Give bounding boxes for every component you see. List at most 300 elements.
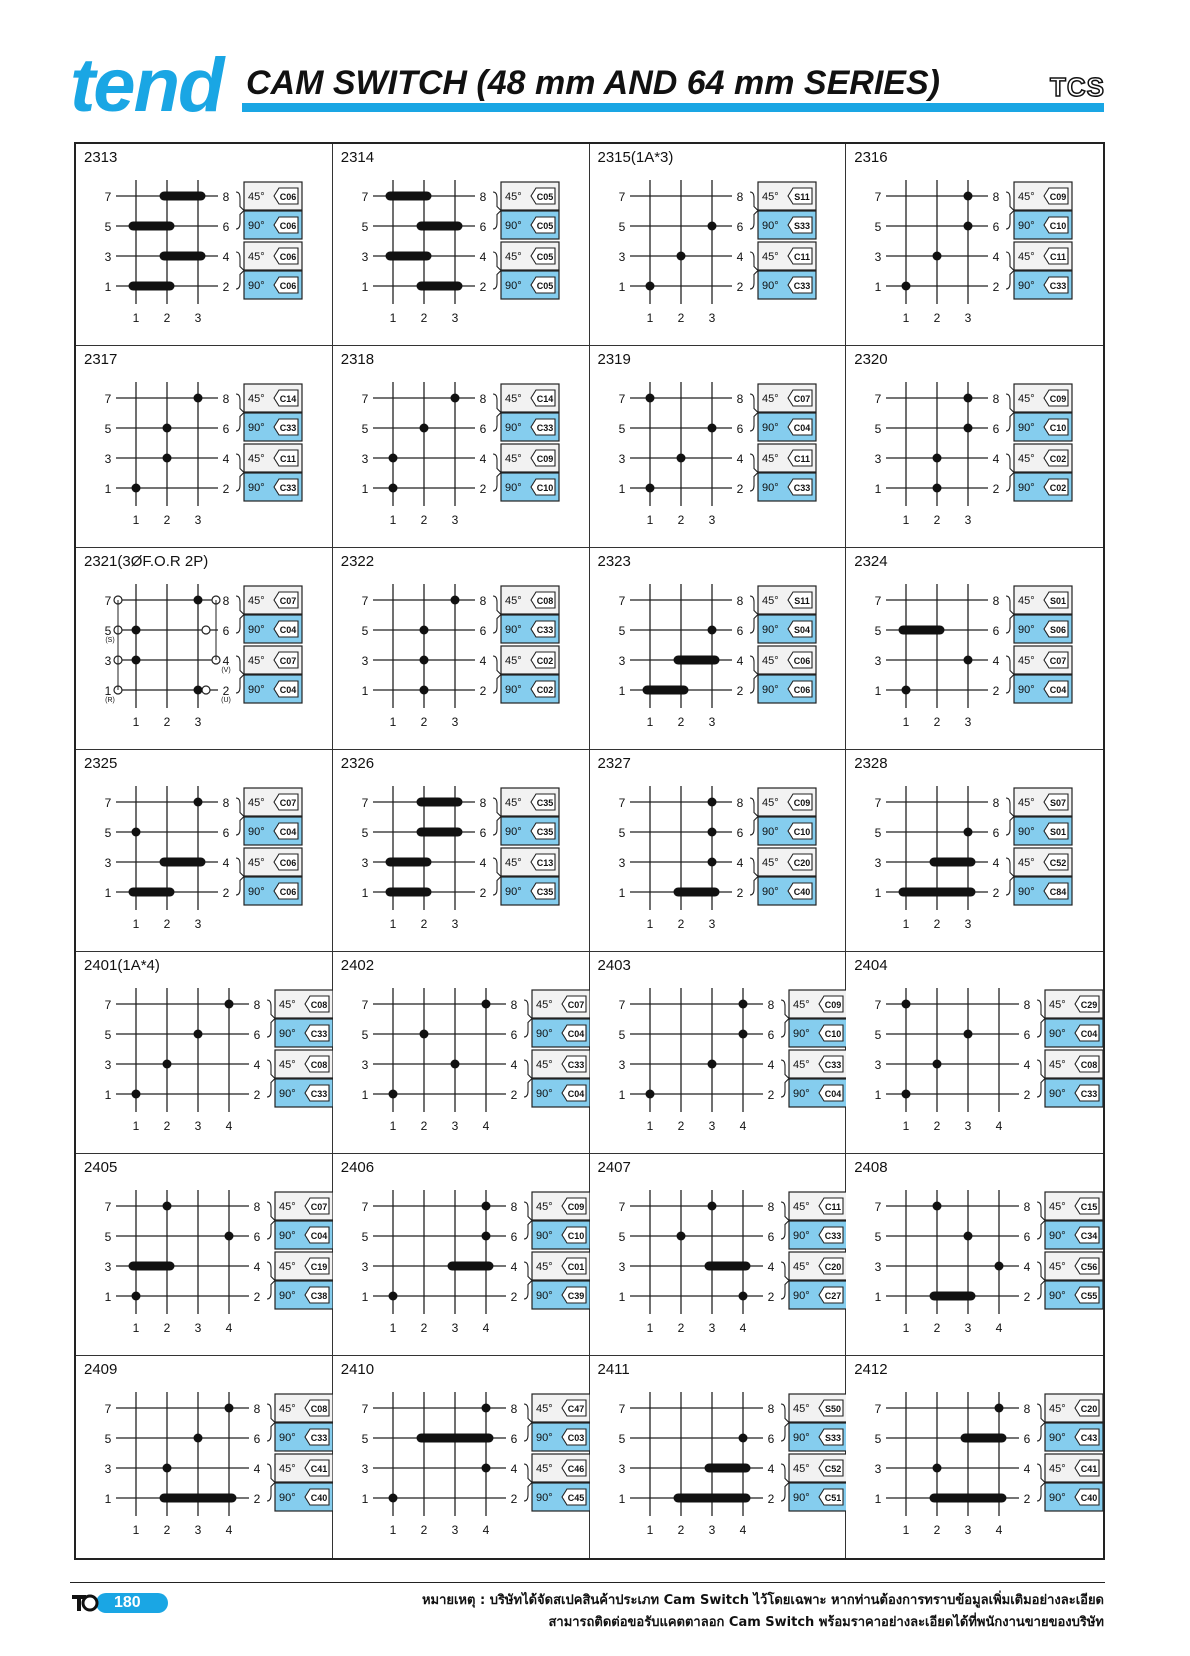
cam-code: C33	[310, 1089, 328, 1099]
position-angle: 90°	[1018, 624, 1035, 636]
position-angle: 45°	[535, 1463, 553, 1475]
position-45-upper	[1045, 1192, 1103, 1220]
position-45-upper	[758, 182, 816, 210]
cell-label: 2401(1A*4)	[84, 957, 160, 974]
cam-code: C11	[793, 454, 810, 464]
contact-dot	[933, 1202, 942, 1211]
cam-code: C33	[824, 1231, 841, 1241]
position-45-lower	[501, 848, 559, 876]
brace-icon	[781, 1464, 789, 1501]
position-45-upper	[1014, 182, 1072, 210]
terminal-label-left: 3	[618, 856, 625, 870]
cam-code: C04	[1080, 1029, 1098, 1039]
terminal-label-right: 2	[510, 1290, 518, 1304]
cam-code: C06	[793, 685, 810, 695]
terminal-label-right: 6	[222, 624, 230, 638]
position-angle: 45°	[792, 1059, 810, 1071]
position-angle: 45°	[504, 453, 522, 465]
column-number: 4	[482, 1119, 490, 1133]
terminal-label-left: 7	[104, 1402, 112, 1416]
terminal-label-left: 7	[361, 1402, 369, 1416]
position-angle: 45°	[248, 453, 265, 465]
position-angle: 90°	[279, 1088, 296, 1100]
cam-code: C38	[310, 1291, 328, 1301]
position-90-lower	[1014, 271, 1072, 299]
position-45-lower	[1014, 444, 1072, 472]
terminal-label-right: 2	[992, 482, 1000, 496]
brace-icon	[493, 656, 501, 693]
brace-icon	[493, 798, 501, 835]
position-90-upper	[532, 1423, 590, 1451]
position-angle: 45°	[248, 797, 265, 809]
contact-dot	[707, 798, 716, 807]
switch-diagram	[846, 548, 1103, 750]
column-number: 1	[389, 1523, 397, 1537]
terminal-label-left: 7	[361, 594, 369, 608]
position-angle: 90°	[248, 280, 265, 292]
brace-icon	[236, 252, 244, 289]
brace-icon	[493, 192, 501, 229]
column-number: 1	[902, 917, 910, 931]
position-45-lower	[244, 444, 302, 472]
position-angle: 90°	[1018, 220, 1035, 232]
position-angle: 45°	[535, 1059, 553, 1071]
position-angle: 45°	[504, 393, 522, 405]
position-45-lower	[1045, 1252, 1103, 1280]
position-90-upper	[1045, 1221, 1103, 1249]
cam-code: C33	[536, 423, 554, 433]
terminal-label-right: 2	[992, 280, 1000, 294]
terminal-label-left: 1	[874, 886, 882, 900]
terminal-label-left: 1	[104, 482, 112, 496]
position-angle: 90°	[1018, 826, 1035, 838]
position-45-upper	[758, 586, 816, 614]
column-number: 3	[451, 917, 459, 931]
position-90-lower	[532, 1281, 590, 1309]
terminal-label-left: 3	[361, 452, 369, 466]
position-angle: 90°	[792, 1088, 810, 1100]
position-45-upper	[758, 788, 816, 816]
column-number: 3	[708, 311, 715, 325]
terminal-label-left: 5	[874, 422, 882, 436]
position-angle: 45°	[248, 857, 265, 869]
position-angle: 90°	[248, 886, 265, 898]
terminal-label-left: 3	[104, 1260, 112, 1274]
terminal-label-left: 5	[618, 826, 625, 840]
terminal-label-left: 5	[874, 1230, 882, 1244]
column-number: 1	[132, 917, 140, 931]
position-45-lower	[758, 242, 816, 270]
column-number: 3	[964, 917, 972, 931]
column-number: 1	[132, 715, 140, 729]
position-45-upper	[789, 1192, 847, 1220]
position-90-upper	[501, 211, 559, 239]
position-45-lower	[758, 444, 816, 472]
position-angle: 45°	[248, 655, 265, 667]
brace-icon	[1006, 252, 1014, 289]
cell-label: 2411	[597, 1361, 630, 1378]
cam-code: C08	[536, 596, 554, 606]
terminal-label-right: 4	[479, 856, 487, 870]
terminal-label-left: 5	[104, 1432, 112, 1446]
cam-code: C11	[824, 1202, 841, 1212]
cam-code: C06	[793, 656, 810, 666]
brace-icon	[524, 1464, 532, 1501]
terminal-label-right: 4	[1023, 1058, 1031, 1072]
terminal-label-left: 1	[104, 1492, 112, 1506]
column-number: 4	[739, 1119, 746, 1133]
contact-dot	[995, 1404, 1004, 1413]
contact-dot	[707, 424, 716, 433]
cam-code: C35	[536, 887, 554, 897]
position-angle: 90°	[535, 1492, 553, 1504]
cam-code: C35	[536, 827, 554, 837]
position-angle: 45°	[761, 595, 779, 607]
cam-code: C05	[536, 281, 554, 291]
position-90-upper	[275, 1221, 333, 1249]
terminal-label-left: 3	[361, 1260, 369, 1274]
contact-dot	[481, 1202, 490, 1211]
position-90-upper	[501, 413, 559, 441]
contact-dot	[194, 686, 203, 695]
cell-label: 2320	[854, 351, 888, 368]
terminal-label-right: 6	[736, 422, 743, 436]
column-number: 4	[995, 1523, 1003, 1537]
terminal-label-left: 3	[104, 654, 112, 668]
terminal-label-left: 1	[618, 482, 625, 496]
cam-code: C41	[1080, 1464, 1098, 1474]
position-angle: 45°	[761, 191, 779, 203]
brace-icon	[750, 596, 758, 633]
position-angle: 90°	[761, 826, 779, 838]
footer-note-line-2: สามารถติดต่อขอรับแคตตาลอก Cam Switch พร้อมราคาอย่างละเอียดได้ที่พนักงานขายของบริษัท	[548, 1615, 1104, 1630]
terminal-label-right: 8	[479, 594, 487, 608]
cell-label: 2319	[597, 351, 631, 368]
column-number: 3	[451, 1119, 459, 1133]
switch-diagram	[590, 548, 847, 750]
terminal-label-left: 3	[361, 1058, 369, 1072]
contact-dot	[933, 1060, 942, 1069]
terminal-label-left: 7	[361, 190, 369, 204]
position-angle: 90°	[1018, 422, 1035, 434]
cam-code: C04	[567, 1089, 585, 1099]
position-angle: 45°	[792, 1201, 810, 1213]
switch-cell-2403	[590, 952, 847, 1154]
position-angle: 90°	[279, 1432, 296, 1444]
position-angle: 90°	[792, 1290, 810, 1302]
position-angle: 90°	[761, 624, 779, 636]
position-angle: 90°	[761, 422, 779, 434]
position-45-upper	[532, 990, 590, 1018]
position-angle: 45°	[535, 1261, 553, 1273]
contact-dot	[388, 454, 397, 463]
brace-icon	[1006, 192, 1014, 229]
terminal-label-right: 8	[222, 190, 230, 204]
terminal-label-right: 4	[479, 654, 487, 668]
terminal-label-left: 1	[104, 886, 112, 900]
cam-code: C35	[536, 798, 554, 808]
position-45-lower	[244, 848, 302, 876]
column-number: 3	[194, 917, 202, 931]
position-angle: 90°	[504, 624, 522, 636]
cam-code: C09	[567, 1202, 585, 1212]
terminal-label-right: 4	[992, 856, 1000, 870]
column-number: 1	[389, 715, 397, 729]
terminal-label-left: 5	[874, 1028, 882, 1042]
terminal-label-left: 1	[874, 1088, 882, 1102]
switch-diagram	[590, 1356, 847, 1558]
contact-dot	[738, 1292, 747, 1301]
position-angle: 90°	[248, 684, 265, 696]
column-number: 2	[163, 917, 171, 931]
contact-dot	[707, 626, 716, 635]
position-45-lower	[532, 1454, 590, 1482]
cell-label: 2317	[84, 351, 118, 368]
position-angle: 45°	[279, 1261, 296, 1273]
brace-icon	[267, 1000, 275, 1037]
position-angle: 45°	[792, 999, 810, 1011]
terminal-label-left: 5	[618, 624, 625, 638]
column-number: 1	[646, 1321, 653, 1335]
position-angle: 90°	[761, 482, 779, 494]
terminal-label-left: 1	[361, 280, 369, 294]
contact-dot	[194, 1434, 203, 1443]
brace-icon	[1037, 1464, 1045, 1501]
cam-code: C29	[1080, 1000, 1098, 1010]
brace-icon	[236, 596, 244, 633]
terminal-label-right: 8	[992, 594, 1000, 608]
switch-cell-2315	[590, 144, 847, 346]
footer-note-line-1: หมายเหตุ : บริษัทได้จัดสเปคสินค้าประเภท Cam Switch ไว้โดยเฉพาะ หากท่านต้องการทราบข้อมูลเพิ่มเติมอย่างละเอียด	[421, 1593, 1104, 1608]
switch-diagram	[846, 1356, 1103, 1558]
position-angle: 45°	[1018, 655, 1035, 667]
position-45-lower	[275, 1050, 333, 1078]
brace-icon	[524, 1404, 532, 1441]
terminal-label-right: 2	[479, 280, 487, 294]
cam-code: S07	[1050, 798, 1067, 808]
terminal-label-left: 1	[874, 280, 882, 294]
column-number: 3	[708, 1523, 715, 1537]
terminal-label-left: 7	[361, 796, 369, 810]
brace-icon	[493, 454, 501, 491]
column-number: 2	[677, 1321, 684, 1335]
terminal-label-left: 5	[361, 220, 369, 234]
position-90-lower	[501, 473, 559, 501]
position-angle: 90°	[248, 220, 265, 232]
terminal-label-left: 5	[104, 826, 112, 840]
switch-diagram	[76, 750, 333, 952]
terminal-label-right: 8	[253, 1200, 261, 1214]
open-terminal-icon	[202, 626, 210, 634]
terminal-label-left: 7	[618, 1200, 625, 1214]
terminal-label-left: 7	[874, 1402, 882, 1416]
cam-code: C33	[1049, 281, 1067, 291]
position-45-lower	[758, 646, 816, 674]
cam-code: C07	[793, 394, 810, 404]
terminal-label-left: 5	[104, 1230, 112, 1244]
switch-diagram	[590, 144, 847, 346]
cam-code: C05	[536, 192, 554, 202]
position-45-lower	[501, 646, 559, 674]
position-90-upper	[758, 817, 816, 845]
terminal-label-right: 6	[767, 1028, 774, 1042]
terminal-label-left: 5	[104, 220, 112, 234]
position-angle: 90°	[1018, 886, 1035, 898]
position-angle: 45°	[761, 797, 779, 809]
terminal-label-right: 2	[222, 886, 230, 900]
brace-icon	[781, 1000, 789, 1037]
terminal-label-right: 8	[253, 1402, 261, 1416]
position-90-upper	[501, 615, 559, 643]
cam-code: C33	[536, 625, 554, 635]
position-45-upper	[1045, 990, 1103, 1018]
cam-code: C06	[279, 192, 297, 202]
terminal-label-left: 3	[874, 1462, 882, 1476]
terminal-label-left: 3	[874, 250, 882, 264]
switch-diagram	[590, 952, 847, 1154]
column-number: 3	[708, 1321, 715, 1335]
terminal-label-left: 7	[618, 190, 625, 204]
position-angle: 90°	[761, 886, 779, 898]
cell-label: 2404	[854, 957, 888, 974]
contact-dot	[194, 798, 203, 807]
cam-code: C06	[279, 252, 297, 262]
terminal-label-right: 8	[767, 998, 774, 1012]
terminal-label-left: 5	[618, 1028, 625, 1042]
terminal-label-right: 8	[767, 1200, 774, 1214]
terminal-label-left: 5	[361, 1432, 369, 1446]
terminal-label-left: 7	[618, 796, 625, 810]
column-number: 1	[646, 1119, 653, 1133]
position-45-upper	[1045, 1394, 1103, 1422]
terminal-label-left: 7	[104, 998, 112, 1012]
position-angle: 90°	[535, 1432, 553, 1444]
contact-dot	[738, 1030, 747, 1039]
brace-icon	[1037, 1060, 1045, 1097]
position-90-lower	[532, 1079, 590, 1107]
contact-dot	[481, 1000, 490, 1009]
contact-dot	[481, 1404, 490, 1413]
terminal-label-left: 3	[104, 452, 112, 466]
position-90-upper	[1045, 1423, 1103, 1451]
contact-dot	[388, 484, 397, 493]
terminal-label-right: 4	[479, 452, 487, 466]
switch-diagram	[333, 1356, 590, 1558]
cam-code: C04	[567, 1029, 585, 1039]
column-number: 2	[163, 1119, 171, 1133]
switch-diagram	[333, 346, 590, 548]
position-angle: 45°	[761, 453, 779, 465]
terminal-label-right: 6	[479, 220, 487, 234]
terminal-label-right: 8	[222, 392, 230, 406]
cam-code: C33	[793, 483, 810, 493]
position-angle: 90°	[248, 422, 265, 434]
column-number: 3	[964, 1321, 972, 1335]
terminal-label-right: 6	[253, 1230, 261, 1244]
position-angle: 45°	[248, 191, 265, 203]
position-90-upper	[532, 1019, 590, 1047]
brace-icon	[750, 454, 758, 491]
contact-dot	[933, 252, 942, 261]
cam-code: S11	[793, 596, 810, 606]
position-90-upper	[532, 1221, 590, 1249]
position-90-upper	[1014, 413, 1072, 441]
contact-dot	[676, 1232, 685, 1241]
cam-code: C52	[824, 1464, 841, 1474]
position-angle: 90°	[1049, 1432, 1066, 1444]
contact-dot	[676, 454, 685, 463]
terminal-label-right: 6	[479, 624, 487, 638]
switch-diagram	[846, 750, 1103, 952]
terminal-label-left: 5	[104, 1028, 112, 1042]
terminal-label-right: 4	[992, 250, 1000, 264]
terminal-label-right: 8	[479, 796, 487, 810]
position-90-lower	[1045, 1079, 1103, 1107]
terminal-label-left: 7	[104, 190, 112, 204]
column-number: 1	[389, 1119, 397, 1133]
terminal-label-right: 8	[1023, 998, 1031, 1012]
cam-code: C45	[567, 1493, 585, 1503]
cam-code: C08	[1080, 1060, 1098, 1070]
position-angle: 45°	[1049, 1261, 1066, 1273]
column-number: 4	[482, 1321, 490, 1335]
position-45-upper	[244, 182, 302, 210]
position-angle: 90°	[1018, 482, 1035, 494]
switch-cell-2327	[590, 750, 847, 952]
position-90-lower	[1014, 473, 1072, 501]
terminal-label-right: 4	[767, 1260, 774, 1274]
terminal-label-right: 8	[992, 796, 1000, 810]
cam-code: C15	[1080, 1202, 1098, 1212]
contact-dot	[964, 192, 973, 201]
contact-dot	[676, 252, 685, 261]
column-number: 3	[708, 513, 715, 527]
terminal-label-left: 1	[361, 684, 369, 698]
column-number: 1	[389, 513, 397, 527]
contact-dot	[707, 1202, 716, 1211]
column-number: 2	[677, 1119, 684, 1133]
position-90-lower	[244, 877, 302, 905]
contact-dot	[964, 828, 973, 837]
column-number: 3	[194, 1321, 202, 1335]
position-45-upper	[275, 1394, 333, 1422]
column-number: 1	[902, 311, 910, 325]
brand-mark: TCS	[1050, 72, 1105, 102]
brace-icon	[781, 1404, 789, 1441]
terminal-label-right: 4	[767, 1058, 774, 1072]
terminal-label-right: 4	[222, 250, 230, 264]
brace-icon	[524, 1000, 532, 1037]
contact-dot	[933, 1464, 942, 1473]
terminal-label-right: 6	[510, 1230, 518, 1244]
contact-dot	[738, 1434, 747, 1443]
brace-icon	[750, 858, 758, 895]
cell-label: 2323	[597, 553, 631, 570]
switch-diagram	[846, 144, 1103, 346]
terminal-label-right: 8	[736, 190, 743, 204]
position-45-lower	[501, 444, 559, 472]
switch-cell-2401	[76, 952, 333, 1154]
column-number: 3	[964, 311, 972, 325]
column-number: 4	[739, 1321, 746, 1335]
terminal-label-left: 7	[104, 594, 112, 608]
contact-dot	[419, 424, 428, 433]
cam-code: C06	[279, 221, 297, 231]
contact-dot	[194, 1030, 203, 1039]
switch-cell-2318	[333, 346, 590, 548]
terminal-label-right: 8	[479, 190, 487, 204]
terminal-label-left: 5	[874, 1432, 882, 1446]
